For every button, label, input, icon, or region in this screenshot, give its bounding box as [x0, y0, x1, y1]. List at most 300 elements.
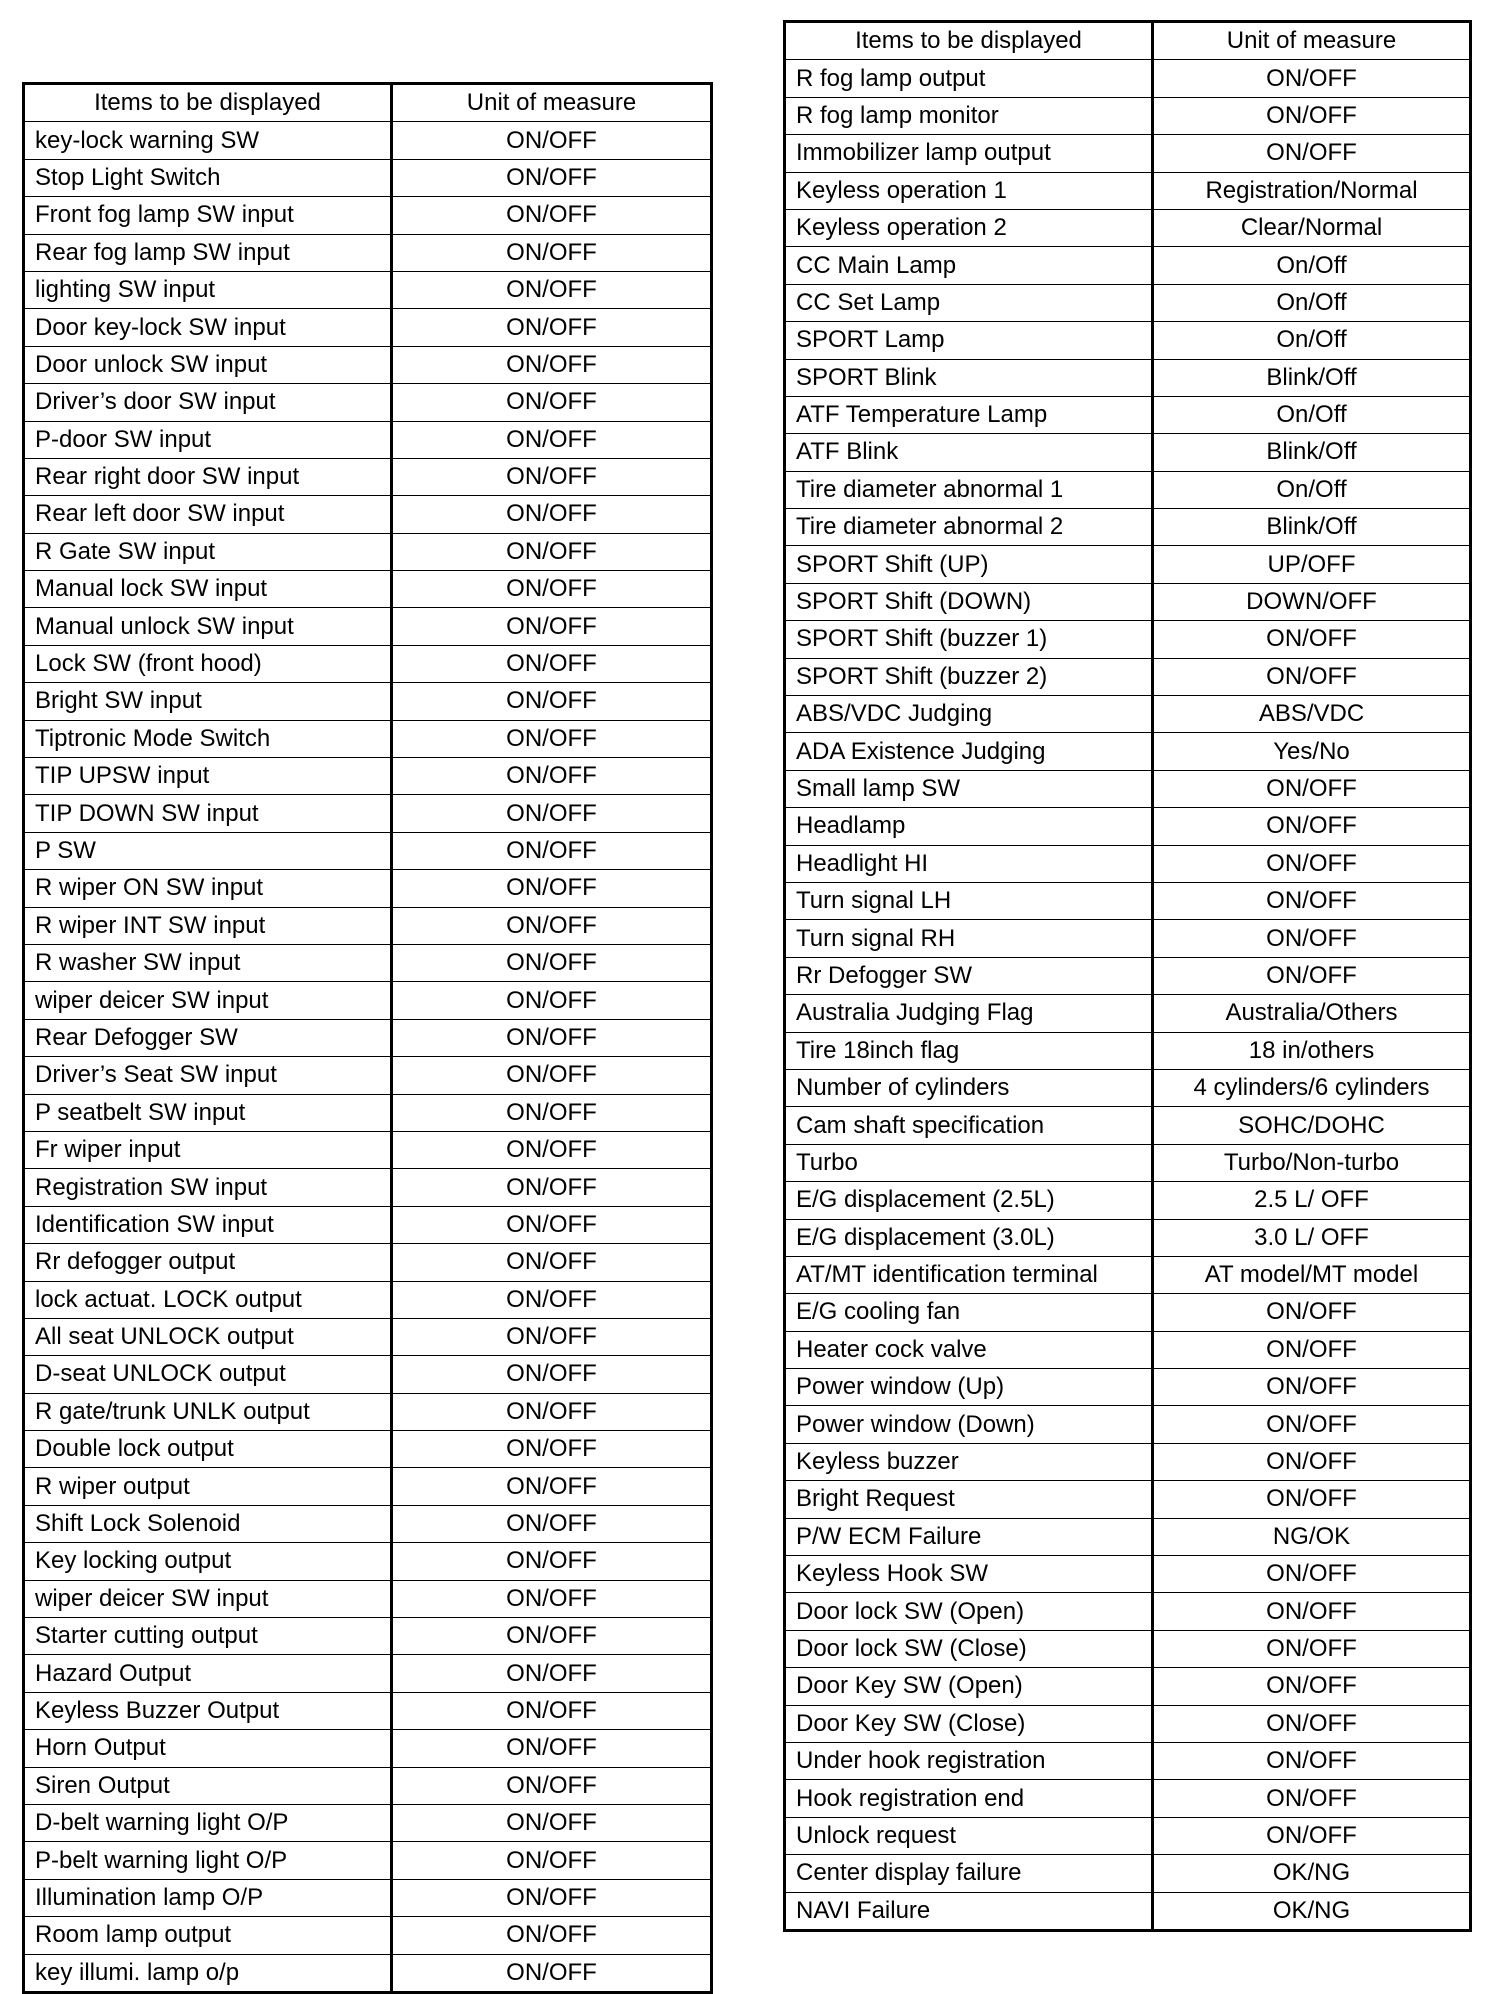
unit-cell: ON/OFF	[392, 1692, 712, 1729]
unit-cell: ON/OFF	[392, 832, 712, 869]
table-row	[24, 1692, 712, 1729]
unit-cell: 18 in/others	[1153, 1032, 1471, 1069]
item-cell: Door lock SW (Close)	[785, 1630, 1153, 1667]
table-row	[24, 944, 712, 981]
item-cell: Small lamp SW	[785, 770, 1153, 807]
item-cell: CC Main Lamp	[785, 247, 1153, 284]
unit-cell: ON/OFF	[392, 1244, 712, 1281]
unit-cell: ON/OFF	[1153, 882, 1471, 919]
item-cell: SPORT Shift (buzzer 2)	[785, 658, 1153, 695]
item-cell: Hook registration end	[785, 1780, 1153, 1817]
item-cell: Heater cock valve	[785, 1331, 1153, 1368]
table-row	[785, 733, 1471, 770]
table-row	[24, 458, 712, 495]
table-row	[785, 1069, 1471, 1106]
unit-cell: ON/OFF	[392, 720, 712, 757]
unit-cell: Blink/Off	[1153, 509, 1471, 546]
unit-cell: ON/OFF	[1153, 1705, 1471, 1742]
table-row	[24, 1879, 712, 1916]
table-row	[785, 1294, 1471, 1331]
item-cell: CC Set Lamp	[785, 284, 1153, 321]
item-cell: Headlight HI	[785, 845, 1153, 882]
item-cell: Rear left door SW input	[24, 496, 392, 533]
unit-cell: OK/NG	[1153, 1855, 1471, 1892]
unit-cell: ON/OFF	[392, 1954, 712, 1992]
unit-cell: ON/OFF	[392, 1580, 712, 1617]
table-row	[24, 234, 712, 271]
item-cell: Bright SW input	[24, 683, 392, 720]
unit-cell: ON/OFF	[392, 1917, 712, 1954]
unit-cell: SOHC/DOHC	[1153, 1107, 1471, 1144]
unit-cell: ON/OFF	[392, 870, 712, 907]
unit-cell: On/Off	[1153, 471, 1471, 508]
left-spec-table	[22, 82, 713, 1994]
table-row	[785, 995, 1471, 1032]
table-row	[24, 533, 712, 570]
unit-cell: ON/OFF	[392, 421, 712, 458]
item-cell: ATF Temperature Lamp	[785, 396, 1153, 433]
item-cell: Tiptronic Mode Switch	[24, 720, 392, 757]
unit-cell: ON/OFF	[392, 1356, 712, 1393]
unit-cell: ON/OFF	[392, 795, 712, 832]
table-row	[785, 1742, 1471, 1779]
item-cell: lock actuat. LOCK output	[24, 1281, 392, 1318]
table-row	[785, 359, 1471, 396]
item-cell: key illumi. lamp o/p	[24, 1954, 392, 1992]
table-row	[24, 832, 712, 869]
item-cell: All seat UNLOCK output	[24, 1318, 392, 1355]
unit-cell: ON/OFF	[1153, 1331, 1471, 1368]
unit-cell: ON/OFF	[1153, 845, 1471, 882]
header-unit: Unit of measure	[392, 84, 712, 122]
unit-cell: ON/OFF	[392, 645, 712, 682]
item-cell: Rr defogger output	[24, 1244, 392, 1281]
right-table-body	[785, 60, 1471, 1931]
unit-cell: ON/OFF	[1153, 957, 1471, 994]
item-cell: Door lock SW (Open)	[785, 1593, 1153, 1630]
item-cell: Power window (Down)	[785, 1406, 1153, 1443]
table-row	[785, 172, 1471, 209]
table-row	[785, 1780, 1471, 1817]
table-row	[24, 1468, 712, 1505]
table-header-row	[24, 84, 712, 122]
unit-cell: ON/OFF	[392, 944, 712, 981]
unit-cell: ON/OFF	[392, 1094, 712, 1131]
item-cell: SPORT Shift (DOWN)	[785, 583, 1153, 620]
item-cell: Driver’s door SW input	[24, 384, 392, 421]
item-cell: Center display failure	[785, 1855, 1153, 1892]
unit-cell: ON/OFF	[392, 533, 712, 570]
unit-cell: ON/OFF	[392, 1468, 712, 1505]
unit-cell: ON/OFF	[1153, 1406, 1471, 1443]
item-cell: Key locking output	[24, 1543, 392, 1580]
table-row	[785, 97, 1471, 134]
table-row	[24, 907, 712, 944]
table-row	[785, 209, 1471, 246]
table-row	[24, 421, 712, 458]
unit-cell: ON/OFF	[392, 1730, 712, 1767]
unit-cell: ON/OFF	[392, 1842, 712, 1879]
item-cell: Bright Request	[785, 1481, 1153, 1518]
item-cell: E/G displacement (3.0L)	[785, 1219, 1153, 1256]
unit-cell: ON/OFF	[392, 1655, 712, 1692]
table-row	[785, 247, 1471, 284]
table-row	[785, 1892, 1471, 1930]
unit-cell: AT model/MT model	[1153, 1256, 1471, 1293]
table-row	[24, 271, 712, 308]
right-spec-table	[783, 20, 1472, 1932]
table-row	[785, 471, 1471, 508]
table-row	[24, 1505, 712, 1542]
item-cell: Shift Lock Solenoid	[24, 1505, 392, 1542]
item-cell: P/W ECM Failure	[785, 1518, 1153, 1555]
item-cell: E/G cooling fan	[785, 1294, 1153, 1331]
unit-cell: ON/OFF	[392, 1767, 712, 1804]
table-row	[24, 1094, 712, 1131]
unit-cell: ON/OFF	[392, 907, 712, 944]
table-row	[785, 1556, 1471, 1593]
table-row	[785, 1182, 1471, 1219]
unit-cell: ON/OFF	[392, 1543, 712, 1580]
unit-cell: Yes/No	[1153, 733, 1471, 770]
table-row	[24, 159, 712, 196]
table-row	[785, 284, 1471, 321]
unit-cell: Turbo/Non-turbo	[1153, 1144, 1471, 1181]
unit-cell: ON/OFF	[1153, 770, 1471, 807]
item-cell: Door Key SW (Open)	[785, 1668, 1153, 1705]
unit-cell: ON/OFF	[1153, 1630, 1471, 1667]
table-row	[785, 546, 1471, 583]
table-row	[785, 434, 1471, 471]
table-row	[24, 1318, 712, 1355]
item-cell: Tire diameter abnormal 2	[785, 509, 1153, 546]
table-row	[24, 870, 712, 907]
item-cell: key-lock warning SW	[24, 122, 392, 159]
unit-cell: ON/OFF	[1153, 135, 1471, 172]
item-cell: TIP UPSW input	[24, 758, 392, 795]
unit-cell: ON/OFF	[1153, 1742, 1471, 1779]
unit-cell: On/Off	[1153, 396, 1471, 433]
table-row	[24, 346, 712, 383]
item-cell: Door Key SW (Close)	[785, 1705, 1153, 1742]
table-row	[785, 1593, 1471, 1630]
item-cell: SPORT Blink	[785, 359, 1153, 396]
table-row	[785, 696, 1471, 733]
header-items: Items to be displayed	[24, 84, 392, 122]
item-cell: R gate/trunk UNLK output	[24, 1393, 392, 1430]
unit-cell: ON/OFF	[1153, 621, 1471, 658]
item-cell: Immobilizer lamp output	[785, 135, 1153, 172]
unit-cell: Clear/Normal	[1153, 209, 1471, 246]
item-cell: Number of cylinders	[785, 1069, 1153, 1106]
table-row	[24, 1730, 712, 1767]
table-row	[24, 1917, 712, 1954]
item-cell: Rr Defogger SW	[785, 957, 1153, 994]
table-row	[24, 683, 712, 720]
item-cell: Rear right door SW input	[24, 458, 392, 495]
unit-cell: ON/OFF	[392, 1618, 712, 1655]
item-cell: ADA Existence Judging	[785, 733, 1153, 770]
unit-cell: 2.5 L/ OFF	[1153, 1182, 1471, 1219]
unit-cell: ON/OFF	[1153, 1668, 1471, 1705]
unit-cell: ON/OFF	[392, 458, 712, 495]
item-cell: R wiper output	[24, 1468, 392, 1505]
table-row	[24, 1131, 712, 1168]
item-cell: Unlock request	[785, 1817, 1153, 1854]
item-cell: Hazard Output	[24, 1655, 392, 1692]
unit-cell: ON/OFF	[1153, 658, 1471, 695]
item-cell: wiper deicer SW input	[24, 982, 392, 1019]
item-cell: Front fog lamp SW input	[24, 197, 392, 234]
table-row	[24, 720, 712, 757]
table-row	[24, 571, 712, 608]
item-cell: Door key-lock SW input	[24, 309, 392, 346]
header-unit: Unit of measure	[1153, 22, 1471, 60]
unit-cell: ON/OFF	[1153, 808, 1471, 845]
item-cell: Under hook registration	[785, 1742, 1153, 1779]
table-row	[785, 621, 1471, 658]
item-cell: TIP DOWN SW input	[24, 795, 392, 832]
item-cell: Horn Output	[24, 1730, 392, 1767]
table-row	[24, 309, 712, 346]
table-row	[785, 1817, 1471, 1854]
item-cell: P-belt warning light O/P	[24, 1842, 392, 1879]
table-row	[24, 1842, 712, 1879]
unit-cell: On/Off	[1153, 247, 1471, 284]
item-cell: Headlamp	[785, 808, 1153, 845]
unit-cell: Australia/Others	[1153, 995, 1471, 1032]
item-cell: Starter cutting output	[24, 1618, 392, 1655]
item-cell: Power window (Up)	[785, 1369, 1153, 1406]
unit-cell: ON/OFF	[392, 159, 712, 196]
unit-cell: ON/OFF	[1153, 1369, 1471, 1406]
item-cell: ATF Blink	[785, 434, 1153, 471]
unit-cell: ON/OFF	[392, 1281, 712, 1318]
unit-cell: ON/OFF	[392, 1169, 712, 1206]
item-cell: Stop Light Switch	[24, 159, 392, 196]
unit-cell: ON/OFF	[392, 1505, 712, 1542]
table-row	[24, 1767, 712, 1804]
table-row	[24, 1057, 712, 1094]
item-cell: Turn signal RH	[785, 920, 1153, 957]
table-row	[24, 1954, 712, 1992]
table-row	[24, 1244, 712, 1281]
table-row	[785, 1668, 1471, 1705]
item-cell: Tire diameter abnormal 1	[785, 471, 1153, 508]
item-cell: Registration SW input	[24, 1169, 392, 1206]
table-row	[24, 384, 712, 421]
table-row	[785, 1630, 1471, 1667]
unit-cell: ON/OFF	[1153, 1780, 1471, 1817]
table-row	[24, 1019, 712, 1056]
item-cell: Fr wiper input	[24, 1131, 392, 1168]
table-row	[24, 122, 712, 159]
item-cell: Identification SW input	[24, 1206, 392, 1243]
item-cell: P-door SW input	[24, 421, 392, 458]
item-cell: Rear Defogger SW	[24, 1019, 392, 1056]
unit-cell: 3.0 L/ OFF	[1153, 1219, 1471, 1256]
table-row	[785, 882, 1471, 919]
item-cell: Driver’s Seat SW input	[24, 1057, 392, 1094]
table-row	[24, 1356, 712, 1393]
unit-cell: ON/OFF	[392, 1879, 712, 1916]
item-cell: Tire 18inch flag	[785, 1032, 1153, 1069]
unit-cell: 4 cylinders/6 cylinders	[1153, 1069, 1471, 1106]
item-cell: Cam shaft specification	[785, 1107, 1153, 1144]
item-cell: Door unlock SW input	[24, 346, 392, 383]
item-cell: E/G displacement (2.5L)	[785, 1182, 1153, 1219]
unit-cell: UP/OFF	[1153, 546, 1471, 583]
unit-cell: ON/OFF	[392, 309, 712, 346]
header-items: Items to be displayed	[785, 22, 1153, 60]
table-row	[24, 1655, 712, 1692]
item-cell: Siren Output	[24, 1767, 392, 1804]
unit-cell: ON/OFF	[392, 1057, 712, 1094]
table-row	[24, 795, 712, 832]
item-cell: SPORT Lamp	[785, 322, 1153, 359]
item-cell: Keyless Buzzer Output	[24, 1692, 392, 1729]
table-row	[24, 1804, 712, 1841]
table-row	[785, 135, 1471, 172]
unit-cell: ON/OFF	[392, 1393, 712, 1430]
item-cell: ABS/VDC Judging	[785, 696, 1153, 733]
unit-cell: NG/OK	[1153, 1518, 1471, 1555]
item-cell: Turn signal LH	[785, 882, 1153, 919]
unit-cell: ON/OFF	[1153, 1593, 1471, 1630]
unit-cell: ON/OFF	[1153, 1443, 1471, 1480]
unit-cell: ON/OFF	[392, 608, 712, 645]
table-row	[24, 1431, 712, 1468]
unit-cell: ON/OFF	[392, 1804, 712, 1841]
unit-cell: ON/OFF	[392, 758, 712, 795]
item-cell: AT/MT identification terminal	[785, 1256, 1153, 1293]
unit-cell: ON/OFF	[392, 683, 712, 720]
item-cell: Rear fog lamp SW input	[24, 234, 392, 271]
item-cell: Lock SW (front hood)	[24, 645, 392, 682]
table-row	[785, 1107, 1471, 1144]
item-cell: lighting SW input	[24, 271, 392, 308]
item-cell: Australia Judging Flag	[785, 995, 1153, 1032]
unit-cell: Blink/Off	[1153, 359, 1471, 396]
item-cell: Keyless operation 1	[785, 172, 1153, 209]
unit-cell: ON/OFF	[392, 1019, 712, 1056]
table-row	[24, 1281, 712, 1318]
unit-cell: ON/OFF	[392, 234, 712, 271]
unit-cell: ON/OFF	[392, 1431, 712, 1468]
unit-cell: On/Off	[1153, 322, 1471, 359]
unit-cell: DOWN/OFF	[1153, 583, 1471, 620]
item-cell: R wiper INT SW input	[24, 907, 392, 944]
table-row	[785, 1032, 1471, 1069]
unit-cell: ABS/VDC	[1153, 696, 1471, 733]
table-row	[24, 1393, 712, 1430]
unit-cell: ON/OFF	[392, 384, 712, 421]
item-cell: wiper deicer SW input	[24, 1580, 392, 1617]
unit-cell: ON/OFF	[392, 271, 712, 308]
unit-cell: OK/NG	[1153, 1892, 1471, 1930]
table-header-row	[785, 22, 1471, 60]
table-row	[24, 608, 712, 645]
unit-cell: On/Off	[1153, 284, 1471, 321]
table-row	[785, 1369, 1471, 1406]
unit-cell: ON/OFF	[1153, 97, 1471, 134]
table-row	[785, 1481, 1471, 1518]
unit-cell: ON/OFF	[392, 496, 712, 533]
table-row	[24, 1618, 712, 1655]
unit-cell: ON/OFF	[1153, 920, 1471, 957]
table-row	[785, 957, 1471, 994]
item-cell: Double lock output	[24, 1431, 392, 1468]
unit-cell: ON/OFF	[1153, 1817, 1471, 1854]
table-row	[785, 1705, 1471, 1742]
table-row	[24, 1169, 712, 1206]
table-row	[785, 1855, 1471, 1892]
unit-cell: Blink/Off	[1153, 434, 1471, 471]
table-row	[785, 658, 1471, 695]
table-row	[785, 770, 1471, 807]
unit-cell: ON/OFF	[392, 982, 712, 1019]
item-cell: Room lamp output	[24, 1917, 392, 1954]
item-cell: Illumination lamp O/P	[24, 1879, 392, 1916]
item-cell: P seatbelt SW input	[24, 1094, 392, 1131]
table-row	[24, 496, 712, 533]
table-row	[24, 197, 712, 234]
item-cell: Keyless buzzer	[785, 1443, 1153, 1480]
item-cell: P SW	[24, 832, 392, 869]
table-row	[785, 1331, 1471, 1368]
table-row	[785, 1443, 1471, 1480]
table-row	[785, 1256, 1471, 1293]
table-row	[24, 1543, 712, 1580]
table-row	[785, 808, 1471, 845]
table-row	[24, 645, 712, 682]
item-cell: R Gate SW input	[24, 533, 392, 570]
table-row	[785, 322, 1471, 359]
item-cell: R fog lamp output	[785, 60, 1153, 97]
unit-cell: ON/OFF	[1153, 1294, 1471, 1331]
item-cell: R wiper ON SW input	[24, 870, 392, 907]
unit-cell: ON/OFF	[392, 1318, 712, 1355]
item-cell: Turbo	[785, 1144, 1153, 1181]
left-table-body	[24, 122, 712, 1993]
item-cell: D-belt warning light O/P	[24, 1804, 392, 1841]
unit-cell: ON/OFF	[1153, 1481, 1471, 1518]
item-cell: R fog lamp monitor	[785, 97, 1153, 134]
table-row	[24, 1580, 712, 1617]
table-row	[785, 1144, 1471, 1181]
table-row	[785, 1406, 1471, 1443]
item-cell: NAVI Failure	[785, 1892, 1153, 1930]
unit-cell: Registration/Normal	[1153, 172, 1471, 209]
table-row	[24, 758, 712, 795]
item-cell: Manual lock SW input	[24, 571, 392, 608]
unit-cell: ON/OFF	[392, 1131, 712, 1168]
table-row	[785, 60, 1471, 97]
item-cell: Keyless Hook SW	[785, 1556, 1153, 1593]
table-row	[785, 583, 1471, 620]
table-row	[785, 1219, 1471, 1256]
unit-cell: ON/OFF	[392, 1206, 712, 1243]
table-row	[785, 845, 1471, 882]
unit-cell: ON/OFF	[392, 122, 712, 159]
table-row	[785, 1518, 1471, 1555]
unit-cell: ON/OFF	[392, 571, 712, 608]
table-row	[785, 920, 1471, 957]
unit-cell: ON/OFF	[1153, 1556, 1471, 1593]
item-cell: D-seat UNLOCK output	[24, 1356, 392, 1393]
item-cell: SPORT Shift (buzzer 1)	[785, 621, 1153, 658]
unit-cell: ON/OFF	[1153, 60, 1471, 97]
